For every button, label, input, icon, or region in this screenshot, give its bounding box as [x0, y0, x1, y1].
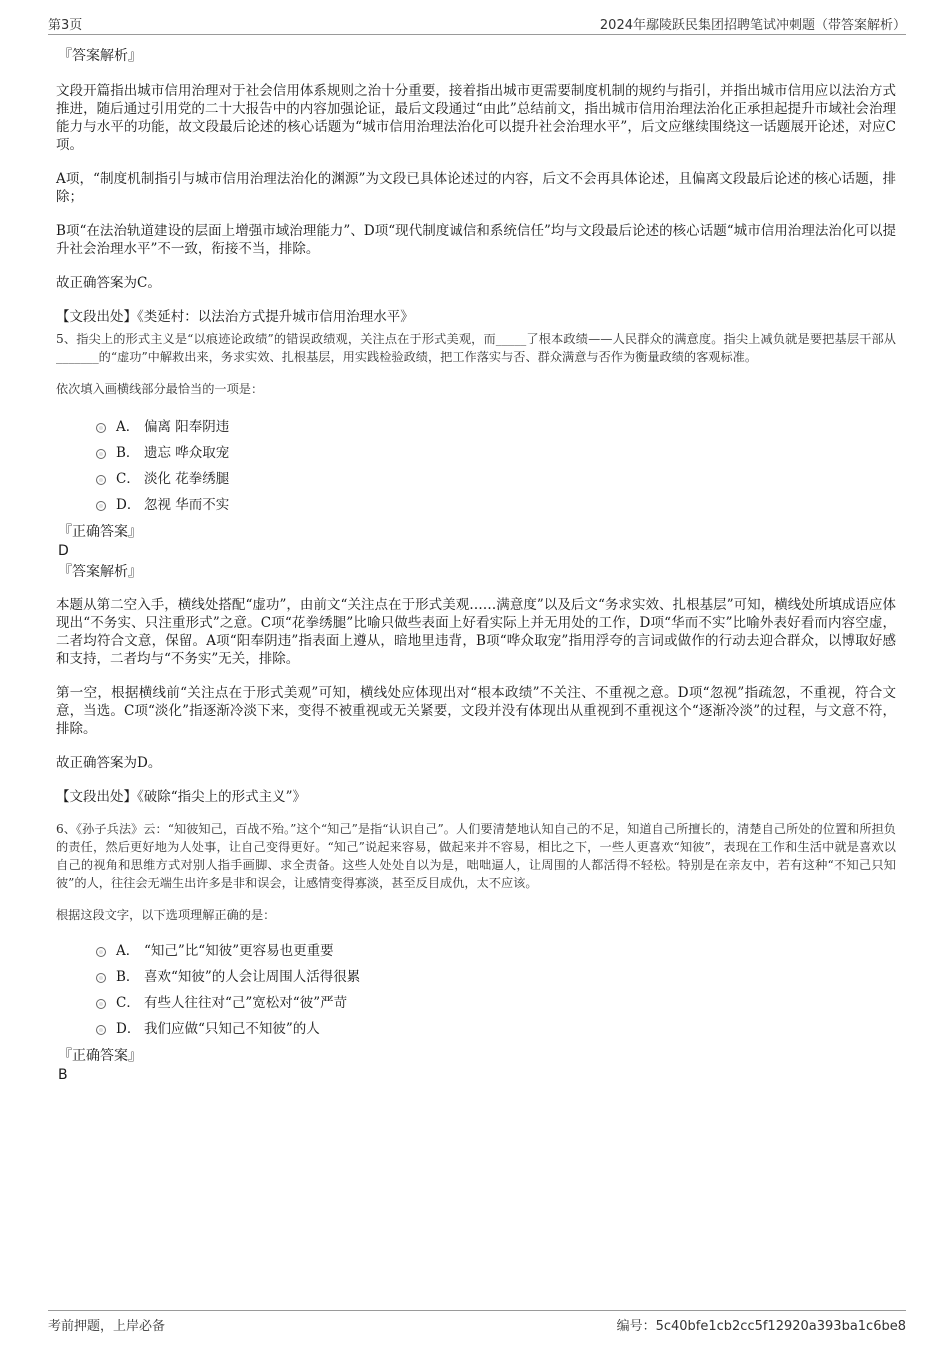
q6-option-c[interactable]: C． 有些人往往对“己”宽松对“彼”严苛	[56, 990, 896, 1016]
q5-option-a[interactable]: A． 偏离 阳奉阴违	[56, 414, 896, 440]
radio-icon[interactable]	[96, 1025, 106, 1035]
footer-slogan: 考前押题，上岸必备	[48, 1319, 166, 1334]
q5-source: 【文段出处】《破除“指尖上的形式主义”》	[56, 789, 307, 805]
q6-option-d[interactable]: D． 我们应做“只知己不知彼”的人	[56, 1016, 896, 1042]
document-title: 2024年鄢陵跃民集团招聘笔试冲刺题（带答案解析）	[599, 18, 906, 33]
q6-correct-answer: B	[58, 1067, 68, 1083]
q4-analysis-conclusion: 故正确答案为C。	[56, 275, 161, 291]
q4-analysis-paragraph-1: 文段开篇指出城市信用治理对于社会信用体系规则之治十分重要，接着指出城市更需要制度机制的规约与指引，并指出城市信用应以法治方式推进，随后通过引用党的二十大报告中的内容加强论证，最后文段通过“由此”总结前文，指出城市信用治理法治化正承担起提升市域社会治理能力与水平的功能，故文段最后论述的核心话题为“城市信用治理法治化可以提升社会治理水平”，后文应继续围绕这一话题展开论述，对应C项。	[56, 83, 896, 153]
q5-stem: 5、指尖上的形式主义是“以痕迹论政绩”的错误政绩观，关注点在于形式美观，而_____了根本政绩——人民群众的满意度。指尖上减负就是要把基层干部从_______的“虚功”中解救出来，务求实效、扎根基层，用实践检验政绩，把工作落实与否、群众满意与否作为衡量政绩的客观标准。	[56, 332, 896, 364]
q6-option-b[interactable]: B． 喜欢“知彼”的人会让周围人活得很累	[56, 964, 896, 990]
q6-stem: 6、《孙子兵法》云：“知彼知己，百战不殆。”这个“知己”是指“认识自己”。人们要清楚地认知自己的不足，知道自己所擅长的，清楚自己所处的位置和所担负的责任，然后更好地为人处事，让自己变得更好。“知己”说起来容易，做起来并不容易，相比之下，一些人更喜欢“知彼”，表现在工作和生活中就是喜欢以自己的视角和思维方式对别人指手画脚、求全责备。这些人处处自以为是，咄咄逼人，让周围的人都活得不轻松。特别是在亲友中，若有这种“不知己只知彼”的人，往往会无端生出许多是非和误会，让感情变得寡淡，甚至反目成仇，太不应该。	[56, 822, 896, 890]
q4-analysis-label: 『答案解析』	[58, 48, 142, 64]
q5-correct-answer: D	[58, 543, 69, 559]
q5-prompt: 依次填入画横线部分最恰当的一项是：	[56, 382, 264, 396]
radio-icon[interactable]	[96, 973, 106, 983]
page-content	[56, 44, 896, 1084]
q4-source: 【文段出处】《类延村：以法治方式提升城市信用治理水平》	[56, 309, 414, 325]
radio-icon[interactable]	[96, 449, 106, 459]
radio-icon[interactable]	[96, 999, 106, 1009]
q5-option-b[interactable]: B． 遗忘 哗众取宠	[56, 440, 896, 466]
radio-icon[interactable]	[96, 947, 106, 957]
q5-analysis-label: 『答案解析』	[58, 564, 142, 580]
q5-option-d[interactable]: D． 忽视 华而不实	[56, 492, 896, 518]
q5-option-c[interactable]: C． 淡化 花拳绣腿	[56, 466, 896, 492]
q5-correct-label: 『正确答案』	[58, 524, 142, 540]
q4-analysis-paragraph-2: A项，“制度机制指引与城市信用治理法治化的渊源”为文段已具体论述过的内容，后文不会再具体论述，且偏离文段最后论述的核心话题，排除；	[56, 171, 896, 205]
q6-prompt: 根据这段文字，以下选项理解正确的是：	[56, 908, 276, 922]
page-header	[48, 14, 906, 35]
q4-analysis-paragraph-3: B项“在法治轨道建设的层面上增强市域治理能力”、D项“现代制度诚信和系统信任”均与文段最后论述的核心话题“城市信用治理法治化可以提升社会治理水平”不一致，衔接不当，排除。	[56, 223, 896, 257]
q5-analysis-paragraph-1: 本题从第二空入手，横线处搭配“虚功”，由前文“关注点在于形式美观……满意度”以及后文“务求实效、扎根基层”可知，横线处所填成语应体现出“不务实、只注重形式”之意。C项“花拳绣腿”比喻只做些表面上好看实际上并无用处的工作，D项“华而不实”比喻外表好看而内容空虚，二者均符合文意，保留。A项“阳奉阴违”指表面上遵从，暗地里违背，B项“哗众取宠”指用浮夸的言词或做作的行动去迎合群众，以博取好感和支持，二者均与“不务实”无关，排除。	[56, 597, 896, 667]
radio-icon[interactable]	[96, 423, 106, 433]
radio-icon[interactable]	[96, 475, 106, 485]
q6-option-a[interactable]: A． “知己”比“知彼”更容易也更重要	[56, 938, 896, 964]
radio-icon[interactable]	[96, 501, 106, 511]
q6-options	[56, 938, 896, 1042]
q5-analysis-conclusion: 故正确答案为D。	[56, 755, 162, 771]
document-id: 编号：5c40bfe1cb2cc5f12920a393ba1c6be8	[616, 1319, 906, 1334]
q5-options	[56, 414, 896, 518]
page-footer	[48, 1310, 906, 1333]
q6-correct-label: 『正确答案』	[58, 1048, 142, 1064]
page-number: 第3页	[48, 18, 83, 33]
q5-analysis-paragraph-2: 第一空，根据横线前“关注点在于形式美观”可知，横线处应体现出对“根本政绩”不关注、不重视之意。D项“忽视”指疏忽，不重视，符合文意，当选。C项“淡化”指逐渐冷淡下来，变得不被重视或无关紧要，文段并没有体现出从重视到不重视这个“逐渐冷淡”的过程，与文意不符，排除。	[56, 685, 896, 737]
